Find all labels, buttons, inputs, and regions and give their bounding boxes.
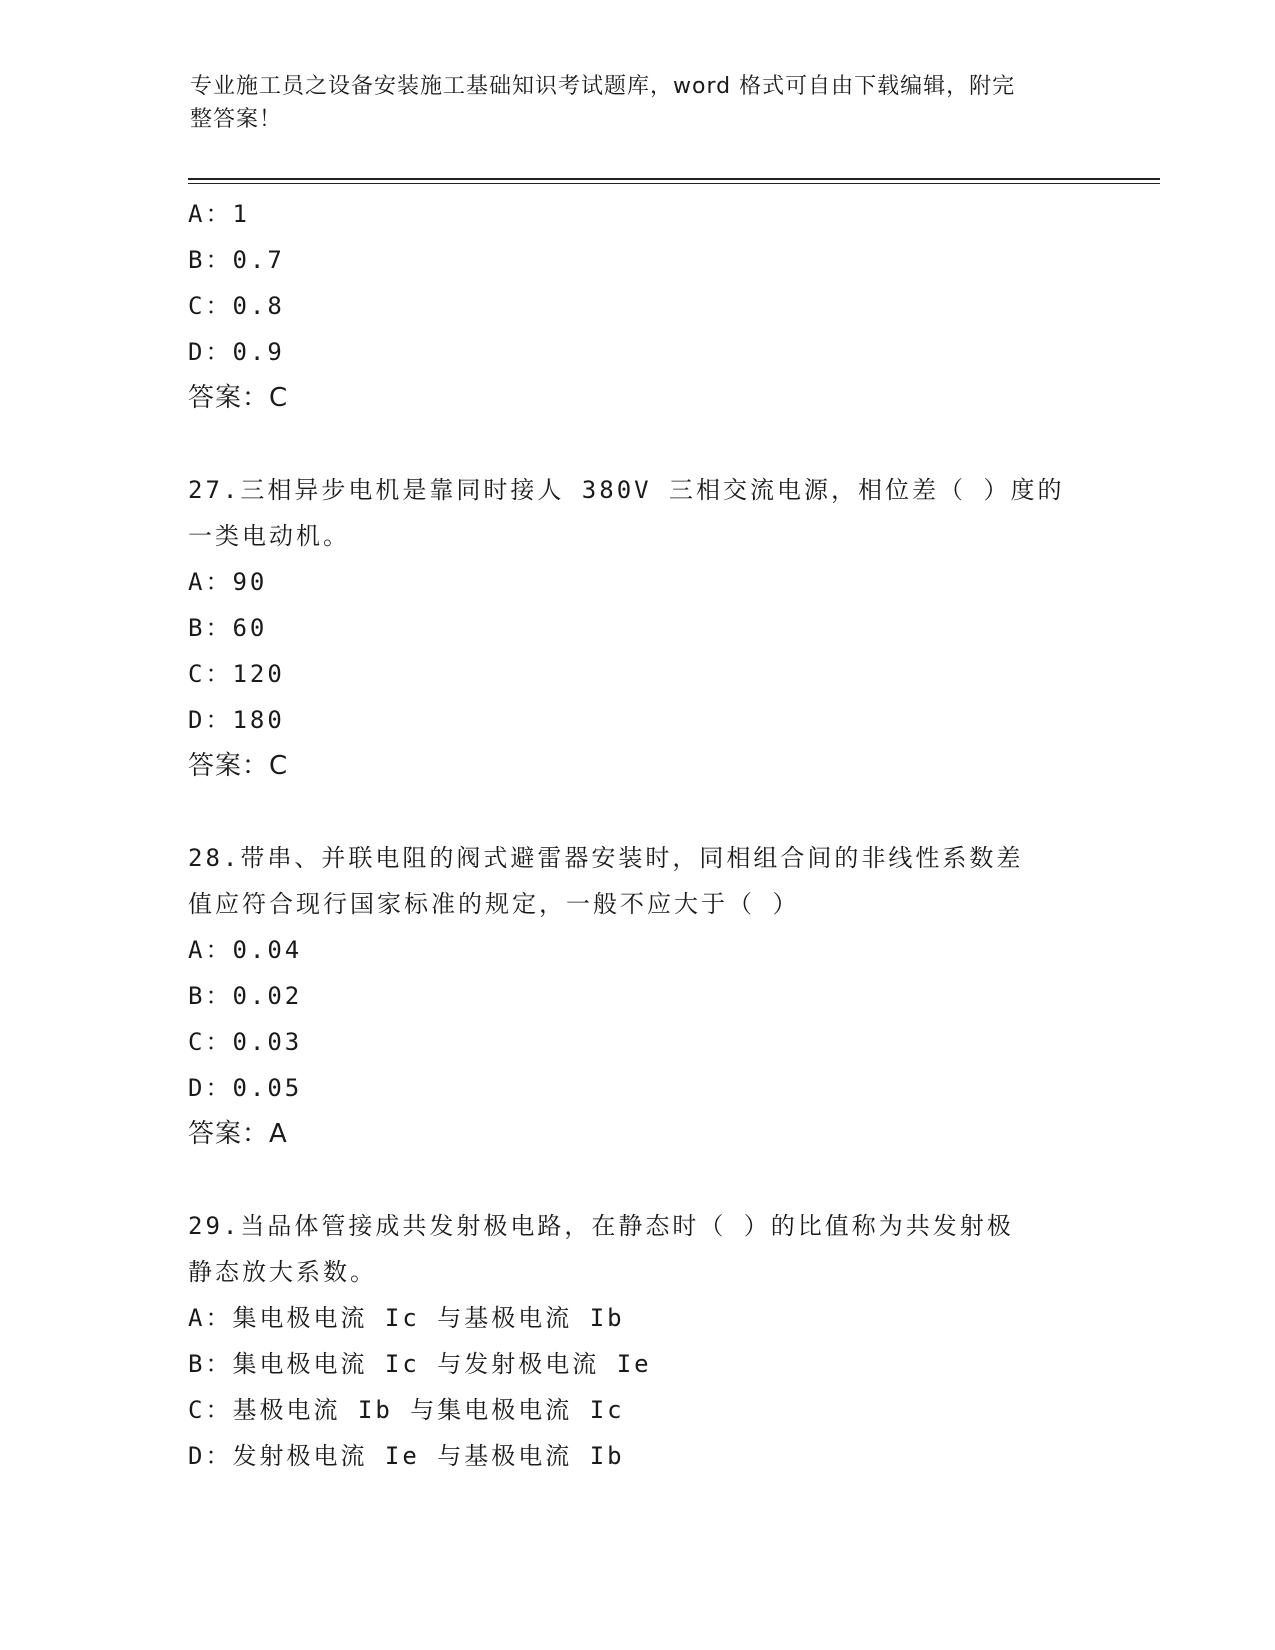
- question-text-line-2: 值应符合现行国家标准的规定，一般不应大于（ ）: [188, 890, 800, 918]
- question-27: [188, 467, 1088, 789]
- option-d: D：180: [188, 706, 285, 734]
- answer-line: 答案：A: [188, 1119, 288, 1149]
- option-d: D：0.05: [188, 1074, 303, 1102]
- header-title-line-1: 专业施工员之设备安装施工基础知识考试题库，word 格式可自由下载编辑，附完: [190, 74, 1016, 99]
- header-divider-thick: [188, 178, 1160, 180]
- option-c: C：120: [188, 660, 285, 688]
- header-title-line-2: 整答案！: [190, 107, 283, 132]
- question-text-line-2: 静态放大系数。: [188, 1258, 377, 1286]
- option-a: A：集电极电流 Ic 与基极电流 Ib: [188, 1304, 625, 1332]
- option-a: A：0.04: [188, 936, 303, 964]
- question-29: [188, 1203, 1088, 1479]
- question-list: [188, 191, 1088, 1479]
- document-header: [190, 70, 1090, 136]
- option-b: B：60: [188, 614, 268, 642]
- option-c: C：0.03: [188, 1028, 303, 1056]
- question-text-line-1: 28.带串、并联电阻的阀式避雷器安装时，同相组合间的非线性系数差: [188, 844, 1024, 872]
- question-text-line-2: 一类电动机。: [188, 522, 350, 550]
- option-a: A：90: [188, 568, 268, 596]
- option-c: C：0.8: [188, 292, 285, 320]
- header-divider-thin: [188, 183, 1160, 184]
- option-d: D：发射极电流 Ie 与基极电流 Ib: [188, 1442, 625, 1470]
- option-b: B：0.02: [188, 982, 303, 1010]
- option-b: B：0.7: [188, 246, 285, 274]
- option-a: A：1: [188, 200, 250, 228]
- option-d: D：0.9: [188, 338, 285, 366]
- answer-line: 答案：C: [188, 383, 289, 413]
- question-text-line-1: 27.三相异步电机是靠同时接人 380V 三相交流电源，相位差（ ）度的: [188, 476, 1065, 504]
- option-c: C：基极电流 Ib 与集电极电流 Ic: [188, 1396, 625, 1424]
- question-text-line-1: 29.当品体管接成共发射极电路，在静态时（ ）的比值称为共发射极: [188, 1212, 1014, 1240]
- option-b: B：集电极电流 Ic 与发射极电流 Ie: [188, 1350, 652, 1378]
- question-26-partial: [188, 191, 1088, 421]
- answer-line: 答案：C: [188, 751, 289, 781]
- question-28: [188, 835, 1088, 1157]
